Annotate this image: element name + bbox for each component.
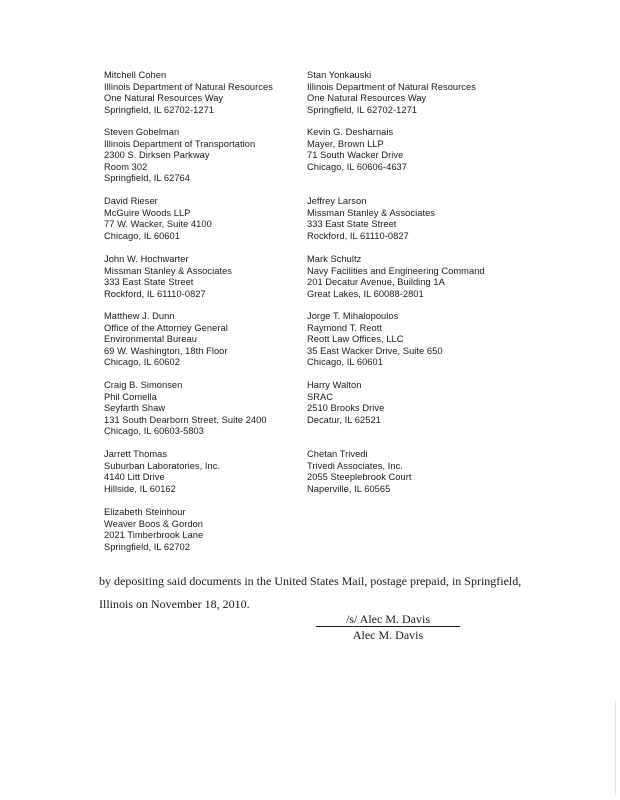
recipient-name: Chetan Trivedi xyxy=(307,449,368,459)
address-block xyxy=(307,254,485,300)
address-line: 2510 Brooks Drive xyxy=(307,403,385,414)
address-block xyxy=(104,254,232,300)
address-line: Reott Law Offices, LLC xyxy=(307,334,404,345)
recipient-name: Craig B. Simonsen xyxy=(104,380,183,390)
address-block xyxy=(307,380,384,426)
address-block xyxy=(104,196,212,242)
address-line: SRAC xyxy=(307,391,334,402)
address-line: 333 East State Street xyxy=(307,219,397,230)
address-line: 333 East State Street xyxy=(104,277,194,288)
address-line: Missman Stanley & Associates xyxy=(104,265,232,276)
address-block xyxy=(104,70,273,116)
address-line: Weaver Boos & Gordon xyxy=(104,518,204,529)
address-line: Office of the Attorney General xyxy=(104,322,228,333)
closing-line: by depositing said documents in the United States Mail, postage prepaid, in Springfield, xyxy=(99,574,522,588)
address-line: Illinois Department of Natural Resources xyxy=(104,81,273,92)
address-line: Navy Facilities and Engineering Command xyxy=(307,265,485,276)
address-line: Springfield, IL 62702 xyxy=(104,541,190,552)
address-line: Seyfarth Shaw xyxy=(104,403,166,414)
address-line: Suburban Laboratories, Inc. xyxy=(104,460,221,471)
address-line: 77 W. Wacker, Suite 4100 xyxy=(104,219,212,230)
recipient-name: Steven Gobelman xyxy=(104,127,180,137)
address-block xyxy=(307,311,443,369)
address-line: Decatur, IL 62521 xyxy=(307,414,381,425)
scan-edge xyxy=(615,700,616,795)
address-line: Great Lakes, IL 60088-2801 xyxy=(307,288,424,299)
recipient-name: Elizabeth Steinhour xyxy=(104,507,186,517)
address-line: Chicago, IL 60601 xyxy=(307,357,383,368)
address-line: Room 302 xyxy=(104,161,148,172)
address-line: 35 East Wacker Drive, Suite 650 xyxy=(307,345,443,356)
recipient-name: Mitchell Cohen xyxy=(104,70,167,80)
address-block xyxy=(104,311,228,369)
closing-line: Illinois on November 18, 2010. xyxy=(99,597,250,611)
recipient-name: John W. Hochwarter xyxy=(104,254,189,264)
electronic-signature: /s/ Alec M. Davis xyxy=(316,612,460,627)
address-line: McGuire Woods LLP xyxy=(104,207,191,218)
address-line: Rockford, IL 61110-0827 xyxy=(104,288,206,299)
address-line: Chicago, IL 60601 xyxy=(104,230,180,241)
address-line: One Natural Resources Way xyxy=(104,93,224,104)
address-line: Illinois Department of Transportation xyxy=(104,138,256,149)
address-line: Rockford, IL 61110-0827 xyxy=(307,230,409,241)
address-line: Springfield, IL 62702-1271 xyxy=(104,104,215,115)
recipient-name: David Rieser xyxy=(104,196,158,206)
address-line: Springfield, IL 62702-1271 xyxy=(307,104,418,115)
recipient-name: Kevin G. Desharnais xyxy=(307,127,394,137)
recipient-name: Stan Yonkauski xyxy=(307,70,372,80)
recipient-name: Jeffrey Larson xyxy=(307,196,367,206)
address-line: 4140 Litt Drive xyxy=(104,472,165,483)
address-block xyxy=(307,196,435,242)
address-line: Missman Stanley & Associates xyxy=(307,207,435,218)
address-block xyxy=(307,70,476,116)
address-line: Trivedi Associates, Inc. xyxy=(307,460,403,471)
address-line: 131 South Dearborn Street, Suite 2400 xyxy=(104,414,267,425)
address-block xyxy=(104,380,267,438)
recipient-name: Matthew J. Dunn xyxy=(104,311,175,321)
address-line: 2300 S. Dirksen Parkway xyxy=(104,150,210,161)
address-block xyxy=(307,127,407,173)
closing-paragraph xyxy=(99,570,559,616)
address-line: Mayer, Brown LLP xyxy=(307,138,384,149)
address-line: Raymond T. Reott xyxy=(307,322,383,333)
recipient-name: Mark Schultz xyxy=(307,254,362,264)
address-block xyxy=(104,127,255,185)
address-block xyxy=(104,507,203,553)
signer-name: Alec M. Davis xyxy=(352,628,424,642)
recipient-name: Harry Walton xyxy=(307,380,362,390)
address-line: 2021 Timberbrook Lane xyxy=(104,530,204,541)
address-block xyxy=(307,449,412,495)
signature-block xyxy=(316,612,460,643)
recipient-name: Jarrett Thomas xyxy=(104,449,168,459)
address-block xyxy=(104,449,220,495)
address-line: Naperville, IL 60565 xyxy=(307,483,391,494)
address-line: Chicago, IL 60606-4637 xyxy=(307,161,407,172)
address-line: Springfield, IL 62764 xyxy=(104,173,190,184)
address-line: 201 Decatur Avenue, Building 1A xyxy=(307,277,445,288)
address-line: Phil Comella xyxy=(104,391,157,402)
recipient-name: Jorge T. Mihalopoulos xyxy=(307,311,399,321)
address-line: Hillside, IL 60162 xyxy=(104,483,176,494)
address-line: Chicago, IL 60602 xyxy=(104,357,180,368)
address-line: 69 W. Washington, 18th Floor xyxy=(104,345,228,356)
address-line: Environmental Bureau xyxy=(104,334,197,345)
address-line: Chicago, IL 60603-5803 xyxy=(104,426,204,437)
address-line: Illinois Department of Natural Resources xyxy=(307,81,476,92)
address-line: One Natural Resources Way xyxy=(307,93,427,104)
address-line: 2055 Steeplebrook Court xyxy=(307,472,412,483)
address-line: 71 South Wacker Drive xyxy=(307,150,404,161)
